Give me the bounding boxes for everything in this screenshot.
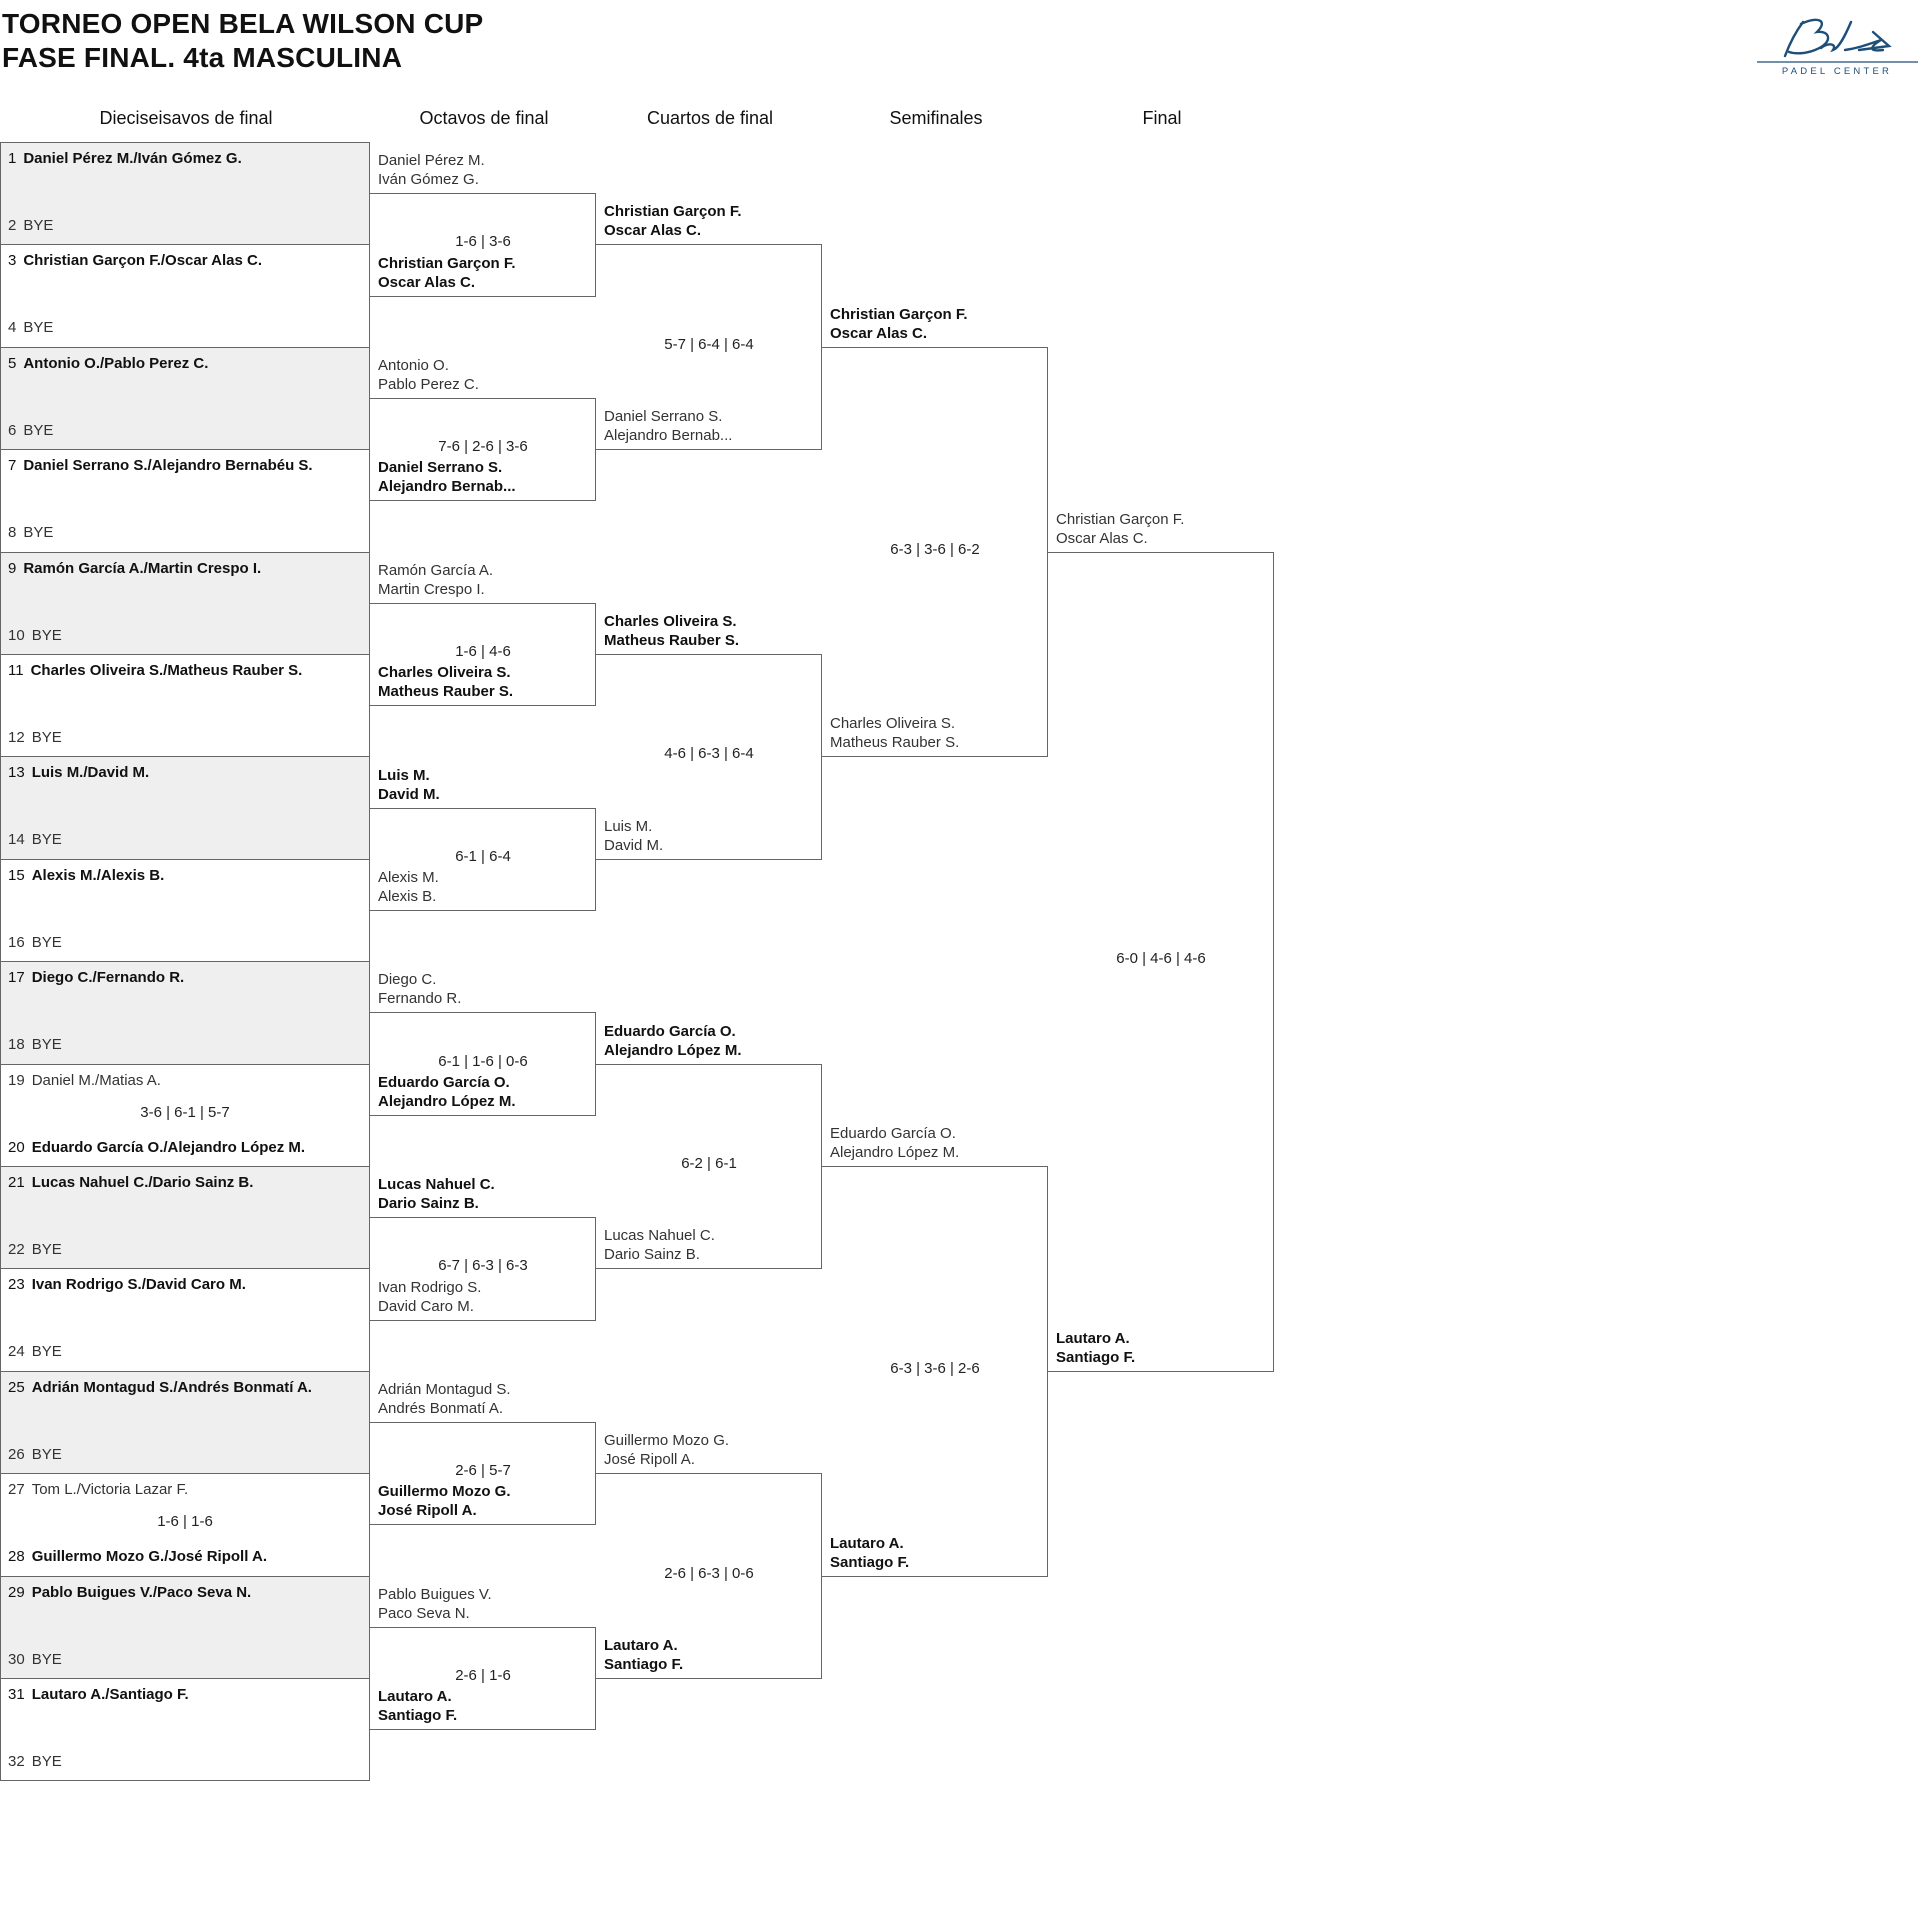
player-name: Santiago F. (1056, 1348, 1136, 1366)
team-name: Daniel M./Matias A. (31, 1071, 161, 1089)
bracket-line (370, 296, 596, 297)
team-name: Pablo Buigues V./Paco Seva N. (31, 1583, 252, 1601)
bracket-line (370, 1729, 596, 1730)
player-name: Santiago F. (604, 1656, 684, 1673)
match-score: 6-3 | 3-6 | 6-2 (890, 540, 980, 558)
team-entry (8, 626, 62, 645)
bracket-line (1048, 552, 1274, 553)
bracket-line (596, 1064, 822, 1065)
logo-mark (1785, 20, 1889, 56)
player-name: Alejandro López M. (830, 1144, 960, 1161)
bracket-line (370, 1012, 596, 1013)
team-entry (378, 1175, 495, 1213)
player-name: Eduardo García O. (830, 1125, 956, 1142)
team-entry (830, 1534, 909, 1572)
player-name: Lautaro A. (1056, 1329, 1130, 1347)
seed-number: 30 (8, 1650, 25, 1668)
player-name: Luis M. (378, 766, 430, 784)
seed-number: 25 (8, 1378, 25, 1396)
player-name: Charles Oliveira S. (378, 664, 511, 682)
seed-number: 20 (8, 1138, 25, 1156)
team-name: BYE (31, 1343, 62, 1361)
seed-number: 24 (8, 1343, 25, 1361)
team-entry (8, 1035, 62, 1054)
match-score: 6-0 | 4-6 | 4-6 (1116, 950, 1206, 968)
team-entry (378, 1482, 511, 1520)
team-entry (378, 356, 479, 394)
team-entry (8, 933, 62, 952)
team-entry (8, 1445, 62, 1464)
team-entry (378, 1585, 492, 1623)
team-name: BYE (31, 729, 62, 746)
team-entry (378, 1278, 481, 1316)
match-score: 6-7 | 6-3 | 6-3 (438, 1257, 528, 1275)
player-name: Christian Garçon F. (830, 305, 968, 323)
bracket-line (370, 1217, 596, 1218)
team-entry (8, 1173, 253, 1192)
team-name: Daniel Pérez M./Iván Gómez G. (23, 150, 242, 167)
team-entry (604, 1431, 729, 1469)
player-name: Andrés Bonmatí A. (378, 1400, 504, 1417)
bracket-line (370, 1422, 596, 1423)
team-name: BYE (31, 1650, 62, 1668)
bracket-line (596, 1268, 822, 1269)
round-header-final: Final (1142, 108, 1182, 128)
team-entry (378, 766, 440, 804)
team-name: BYE (31, 1036, 62, 1054)
team-entry (8, 1547, 267, 1566)
player-name: Paco Seva N. (378, 1604, 470, 1622)
team-entry (8, 1342, 62, 1361)
player-name: José Ripoll A. (604, 1451, 695, 1469)
bracket-line (370, 1524, 596, 1525)
player-name: David M. (604, 836, 664, 854)
team-entry (8, 661, 302, 680)
round-header-r32: Dieciseisavos de final (99, 108, 273, 128)
player-name: Matheus Rauber S. (830, 734, 960, 752)
seed-number: 3 (8, 252, 17, 270)
team-name: BYE (31, 1445, 62, 1463)
player-name: Charles Oliveira S. (604, 613, 737, 630)
bracket-line (1048, 1371, 1274, 1372)
team-name: BYE (31, 1753, 62, 1770)
seed-number: 23 (8, 1276, 25, 1294)
seed-number: 10 (8, 626, 25, 644)
bracket-line (596, 244, 822, 245)
team-name: Lautaro A./Santiago F. (31, 1686, 189, 1703)
team-entry (1056, 510, 1184, 548)
seed-number: 5 (8, 354, 17, 372)
team-entry (604, 1022, 742, 1060)
team-entry (8, 866, 164, 885)
round-header-sf: Semifinales (889, 108, 983, 128)
match-score: 7-6 | 2-6 | 3-6 (438, 438, 528, 456)
team-name: Ramón García A./Martin Crespo I. (23, 559, 262, 577)
player-name: Oscar Alas C. (830, 324, 927, 342)
bracket-line (370, 1627, 596, 1628)
bracket-line (370, 193, 596, 194)
player-name: Lucas Nahuel C. (604, 1227, 715, 1245)
team-entry (8, 421, 53, 440)
team-name: Lucas Nahuel C./Dario Sainz B. (31, 1174, 254, 1191)
bracket-line (596, 449, 822, 450)
team-name: BYE (23, 217, 54, 234)
bracket-line (370, 1115, 596, 1116)
phase-subtitle: FASE FINAL. 4ta MASCULINA (2, 42, 403, 73)
team-entry (604, 1226, 715, 1264)
team-entry (8, 354, 208, 373)
seed-number: 31 (8, 1686, 25, 1703)
team-name: BYE (31, 626, 62, 644)
player-name: Adrián Montagud S. (378, 1381, 511, 1398)
seed-number: 9 (8, 559, 17, 577)
team-entry (604, 202, 742, 240)
seed-number: 11 (8, 662, 24, 679)
player-name: Alexis M. (378, 869, 439, 886)
team-entry (8, 1378, 312, 1397)
player-name: José Ripoll A. (378, 1502, 477, 1520)
seed-number: 2 (8, 217, 17, 234)
team-entry (8, 149, 242, 168)
seed-number: 29 (8, 1583, 25, 1601)
team-name: Adrián Montagud S./Andrés Bonmatí A. (31, 1378, 312, 1396)
team-name: Ivan Rodrigo S./David Caro M. (31, 1276, 246, 1294)
player-name: Lautaro A. (378, 1688, 452, 1706)
team-entry (604, 612, 739, 650)
seed-number: 27 (8, 1481, 25, 1499)
player-name: Eduardo García O. (378, 1073, 510, 1091)
seed-number: 8 (8, 524, 17, 542)
team-entry (8, 456, 313, 475)
team-name: Daniel Serrano S./Alejandro Bernabéu S. (23, 457, 313, 475)
seed-number: 22 (8, 1241, 25, 1258)
team-name: Alexis M./Alexis B. (31, 866, 165, 884)
team-entry (8, 1071, 161, 1090)
match-score: 2-6 | 1-6 (455, 1667, 511, 1684)
team-entry (8, 1240, 62, 1259)
logo-caption: PADEL CENTER (1781, 66, 1893, 77)
team-entry (378, 868, 439, 906)
player-name: Alexis B. (378, 888, 437, 905)
team-entry (378, 1073, 516, 1111)
team-name: BYE (23, 319, 54, 337)
team-entry (8, 1650, 62, 1669)
player-name: Oscar Alas C. (378, 273, 475, 291)
player-name: Fernando R. (378, 990, 462, 1008)
team-entry (8, 1685, 189, 1704)
bracket-line (370, 705, 596, 706)
match-score: 4-6 | 6-3 | 6-4 (664, 745, 754, 763)
bela-padel-center-logo (1755, 8, 1920, 78)
player-name: Matheus Rauber S. (604, 632, 740, 649)
bracket-line (822, 347, 1048, 348)
team-entry (378, 1380, 511, 1418)
player-name: Daniel Pérez M. (378, 152, 485, 170)
team-entry (8, 216, 53, 235)
team-entry (1056, 1329, 1135, 1367)
round-header-r16: Octavos de final (419, 108, 549, 128)
player-name: Lautaro A. (830, 1534, 904, 1552)
seed-number: 12 (8, 729, 25, 746)
seed-number: 28 (8, 1548, 25, 1566)
team-name: Guillermo Mozo G./José Ripoll A. (31, 1548, 267, 1566)
player-name: Santiago F. (378, 1707, 458, 1725)
team-name: Eduardo García O./Alejandro López M. (31, 1138, 306, 1156)
seed-number: 13 (8, 764, 25, 782)
player-name: Guillermo Mozo G. (604, 1432, 730, 1450)
round-header-qf: Cuartos de final (646, 108, 774, 128)
seed-number: 19 (8, 1071, 25, 1089)
player-name: Alejandro Bernab... (604, 427, 733, 445)
team-name: Luis M./David M. (31, 764, 150, 782)
seed-number: 32 (8, 1753, 25, 1770)
team-entry (378, 1687, 457, 1725)
team-entry (8, 728, 62, 747)
match-score: 6-1 | 6-4 (455, 847, 511, 865)
player-name: Alejandro Bernab... (378, 478, 516, 496)
player-name: Lautaro A. (604, 1637, 678, 1654)
seed-number: 26 (8, 1445, 25, 1463)
player-name: Matheus Rauber S. (378, 683, 514, 701)
team-name: BYE (23, 524, 54, 542)
team-entry (604, 817, 663, 855)
bracket-line (370, 603, 596, 604)
team-name: Diego C./Fernando R. (31, 969, 185, 987)
team-entry (378, 151, 485, 189)
team-name: BYE (31, 831, 62, 849)
seed-number: 15 (8, 866, 25, 884)
bracket-line (596, 859, 822, 860)
bracket-line (596, 1678, 822, 1679)
player-name: Ivan Rodrigo S. (378, 1278, 482, 1296)
team-name: Antonio O./Pablo Perez C. (23, 354, 209, 372)
bracket-line (370, 910, 596, 911)
team-name: BYE (23, 421, 54, 439)
team-name: Christian Garçon F./Oscar Alas C. (23, 252, 263, 270)
team-entry (8, 1138, 305, 1157)
team-entry (8, 523, 53, 542)
team-entry (8, 318, 53, 337)
seed-number: 18 (8, 1036, 25, 1054)
team-entry (830, 305, 968, 343)
bracket-line (370, 1320, 596, 1321)
player-name: Dario Sainz B. (378, 1195, 479, 1213)
player-name: Alejandro López M. (378, 1092, 516, 1110)
team-entry (8, 251, 262, 270)
player-name: Christian Garçon F. (378, 254, 516, 272)
match-score: 1-6 | 1-6 (157, 1513, 213, 1531)
match-score: 6-3 | 3-6 | 2-6 (890, 1359, 980, 1377)
player-name: Christian Garçon F. (1056, 510, 1185, 528)
bracket-line (596, 1473, 822, 1474)
player-name: Pablo Buigues V. (378, 1585, 492, 1603)
player-name: Santiago F. (830, 1553, 910, 1571)
match-score: 6-2 | 6-1 (681, 1155, 737, 1172)
team-entry (830, 714, 959, 752)
team-entry (378, 663, 513, 701)
team-entry (830, 1124, 959, 1162)
team-entry (8, 1752, 62, 1771)
seed-number: 14 (8, 831, 25, 849)
bracket-line (370, 398, 596, 399)
seed-number: 1 (8, 150, 17, 167)
seed-number: 16 (8, 933, 25, 951)
seed-number: 7 (8, 457, 17, 475)
player-name: Charles Oliveira S. (830, 715, 956, 733)
bracket-line (596, 654, 822, 655)
player-name: Diego C. (378, 971, 437, 989)
player-name: Dario Sainz B. (604, 1246, 700, 1264)
player-name: Oscar Alas C. (1056, 529, 1148, 547)
team-name: BYE (31, 933, 62, 951)
team-entry (8, 1275, 246, 1294)
player-name: Antonio O. (378, 357, 449, 374)
player-name: Christian Garçon F. (604, 203, 742, 221)
team-entry (604, 407, 732, 445)
team-name: Tom L./Victoria Lazar F. (31, 1481, 189, 1499)
player-name: Ramón García A. (378, 561, 494, 579)
team-name: Charles Oliveira S./Matheus Rauber S. (30, 662, 303, 679)
player-name: Daniel Serrano S. (378, 459, 503, 477)
match-score: 2-6 | 6-3 | 0-6 (664, 1564, 754, 1582)
team-entry (8, 830, 62, 849)
team-name: BYE (31, 1241, 62, 1258)
player-name: David Caro M. (378, 1297, 474, 1315)
player-name: Martin Crespo I. (378, 580, 485, 598)
team-entry (8, 968, 184, 987)
player-name: David M. (378, 785, 440, 803)
team-entry (378, 561, 493, 599)
bracket-line (370, 500, 596, 501)
team-entry (604, 1636, 683, 1674)
seed-number: 4 (8, 319, 17, 337)
team-entry (8, 559, 261, 578)
match-score: 6-1 | 1-6 | 0-6 (438, 1052, 528, 1070)
match-score: 2-6 | 5-7 (455, 1462, 511, 1480)
player-name: Eduardo García O. (604, 1022, 736, 1040)
player-name: Daniel Serrano S. (604, 408, 723, 426)
bracket-line (822, 756, 1048, 757)
seed-number: 6 (8, 421, 17, 439)
bracket-line (822, 1166, 1048, 1167)
team-entry (378, 458, 516, 496)
tournament-title: TORNEO OPEN BELA WILSON CUP (2, 8, 484, 39)
player-name: Oscar Alas C. (604, 222, 701, 240)
seed-number: 21 (8, 1174, 25, 1191)
match-score: 1-6 | 4-6 (455, 643, 511, 660)
match-score: 3-6 | 6-1 | 5-7 (140, 1103, 230, 1121)
player-name: Pablo Perez C. (378, 376, 479, 393)
player-name: Guillermo Mozo G. (378, 1483, 511, 1501)
seed-number: 17 (8, 969, 25, 987)
player-name: Alejandro López M. (604, 1041, 742, 1059)
player-name: Luis M. (604, 817, 653, 835)
match-score: 5-7 | 6-4 | 6-4 (664, 335, 754, 353)
team-entry (8, 1480, 188, 1499)
team-entry (8, 1583, 251, 1602)
match-score: 1-6 | 3-6 (455, 233, 511, 251)
team-entry (378, 254, 516, 292)
bracket-line (822, 1576, 1048, 1577)
team-entry (378, 970, 461, 1008)
bracket-line (370, 808, 596, 809)
team-entry (8, 763, 149, 782)
player-name: Iván Gómez G. (378, 171, 479, 189)
player-name: Lucas Nahuel C. (378, 1176, 495, 1194)
